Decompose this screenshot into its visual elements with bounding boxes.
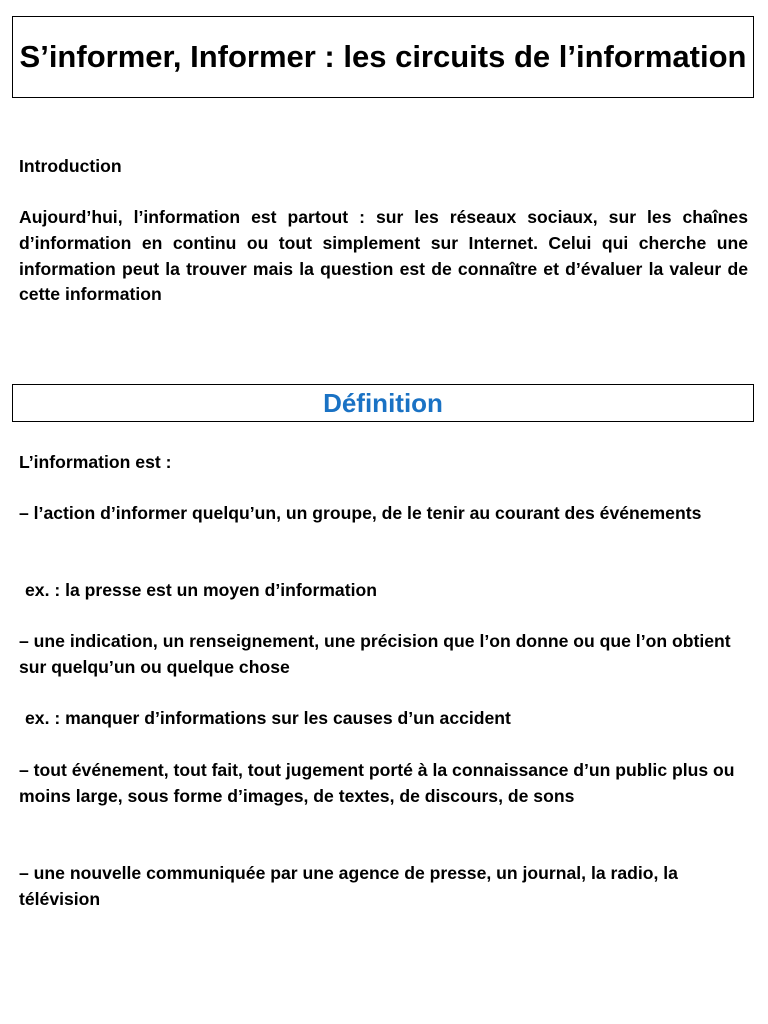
document-title: S’informer, Informer : les circuits de l’information [19, 39, 747, 74]
definition-item-2: – une indication, un renseignement, une précision que l’on donne ou que l’on obtient sur quelqu’un ou quelque chose [19, 631, 731, 677]
definition-example-2: ex. : manquer d’informations sur les causes d’un accident [25, 708, 511, 728]
introduction-heading: Introduction [19, 156, 122, 176]
definition-example-1: ex. : la presse est un moyen d’information [25, 580, 377, 600]
definition-box [12, 384, 754, 422]
definition-lead: L’information est : [19, 452, 172, 472]
title-box [12, 16, 754, 98]
introduction-paragraph: Aujourd’hui, l’information est partout : sur les réseaux sociaux, sur les chaînes d’information en continu ou tout simplement sur Internet. Celui qui cherche une information peut la trouver mais la question est de connaître et d’évaluer la valeur de cette information [19, 207, 748, 305]
definition-heading: Définition [323, 388, 443, 418]
definition-item-3: – tout événement, tout fait, tout jugement porté à la connaissance d’un public plus ou moins large, sous forme d’images, de textes, de discours, de sons [19, 760, 735, 806]
definition-item-1: – l’action d’informer quelqu’un, un groupe, de le tenir au courant des événements [19, 503, 702, 523]
definition-item-4: – une nouvelle communiquée par une agence de presse, un journal, la radio, la télévision [19, 863, 678, 909]
